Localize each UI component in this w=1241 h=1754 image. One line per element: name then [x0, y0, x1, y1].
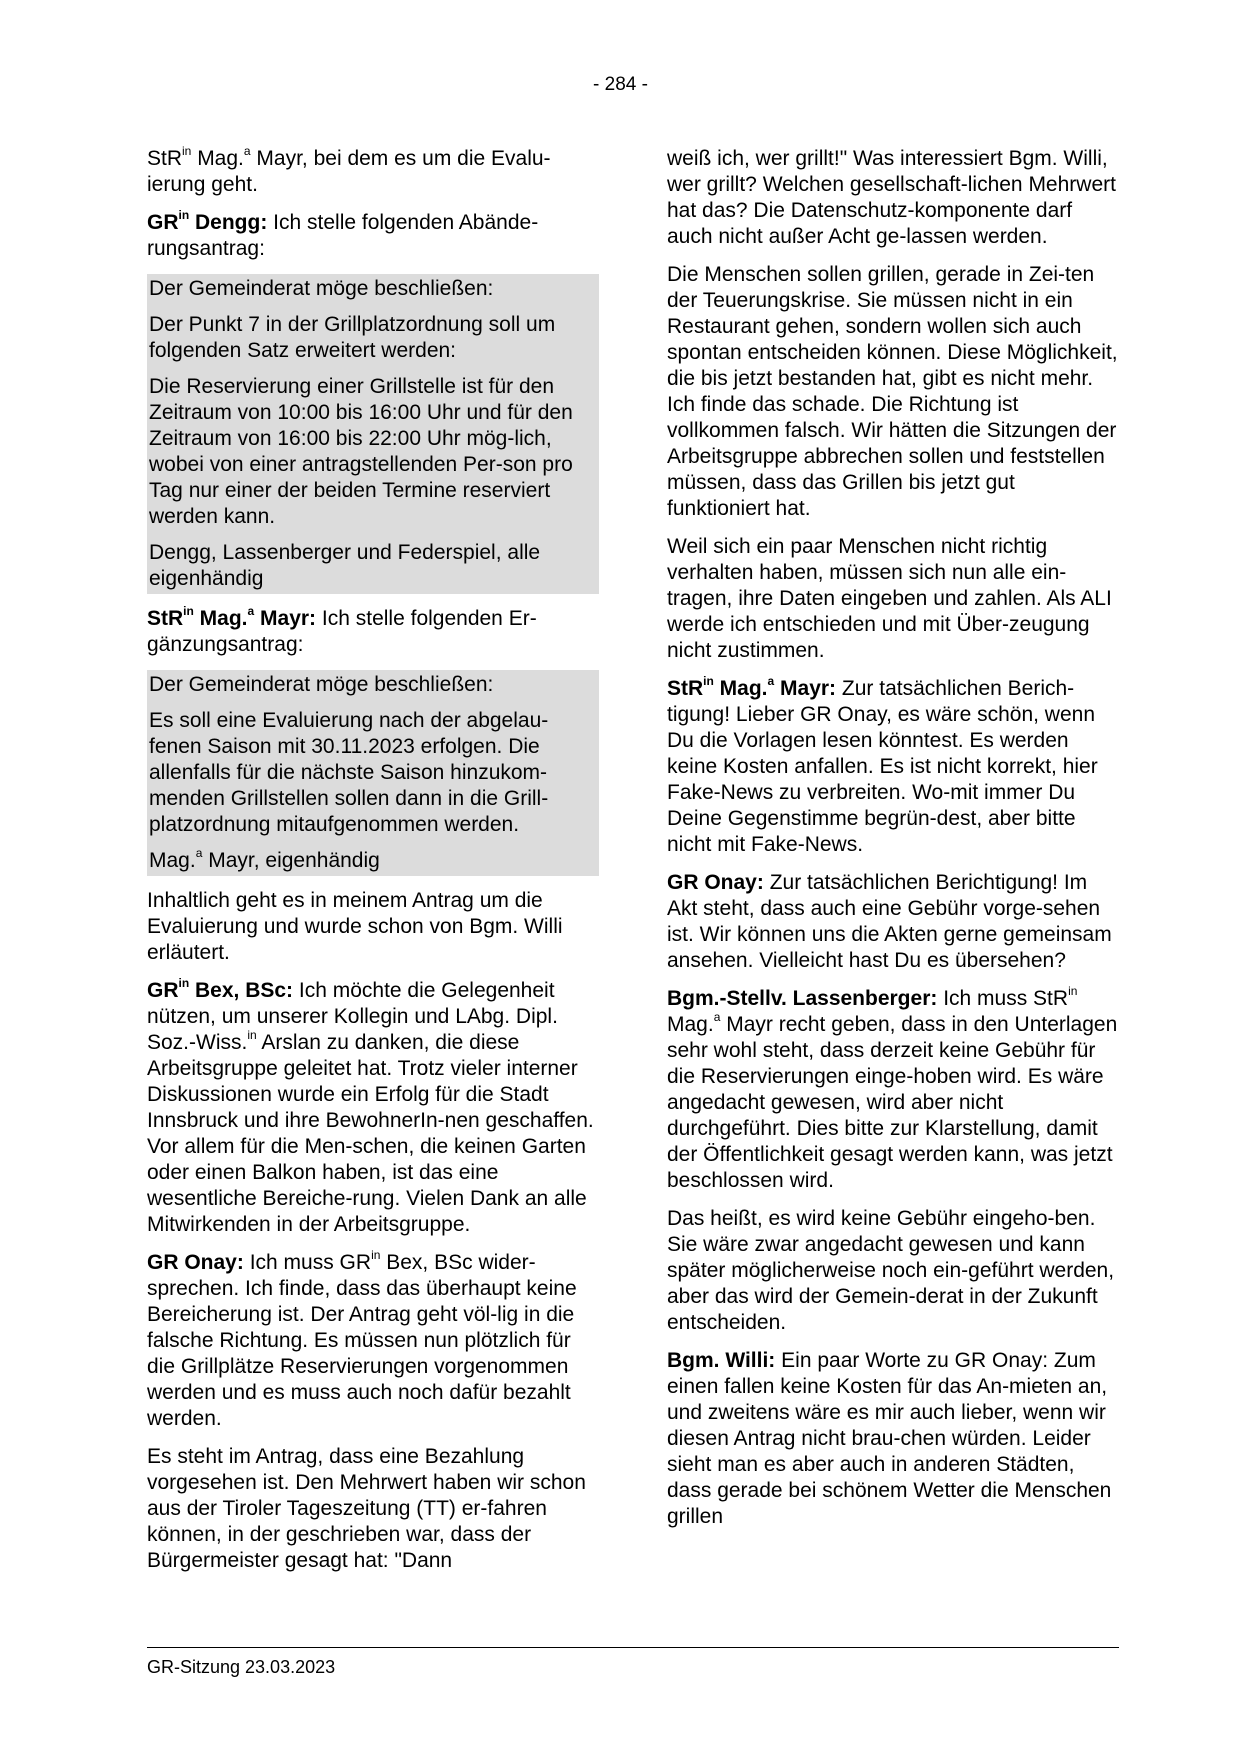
- left-column: [147, 146, 599, 1586]
- paragraph: Das heißt, es wird keine Gebühr eingeho-ben. Sie wäre zwar angedacht gewesen und kann später möglicherweise noch ein-geführt werden, aber das wird der Gemein-derat in der Zukunft entscheiden.: [667, 1207, 1115, 1334]
- motion-signature: Mag.$^a$ Mayr, eigenhändig: [149, 846, 380, 872]
- right-column: [667, 146, 1119, 1542]
- paragraph: StR$^{in}$ Mag.$^a$ Mayr: Ich stelle folgenden Er-gänzungsantrag:: [147, 604, 537, 656]
- speaker-name: Bgm.-Stellv. Lassenberger:: [667, 987, 938, 1010]
- motion-text: Es soll eine Evaluierung nach der abgelau-fenen Saison mit 30.11.2023 erfolgen. Die allenfalls für die nächste Saison hinzukom-menden Grillstellen sollen dann in die Grill-platzordnung mitaufgenommen werden.: [149, 709, 549, 836]
- speaker-name: $GR^{in}$ Bex, BSc:: [147, 976, 294, 1002]
- speaker-name: StR$^{in}$ Mag.$^a$ Mayr:: [667, 674, 837, 700]
- page-number: - 284 -: [593, 74, 648, 95]
- motion-signature: Dengg, Lassenberger und Federspiel, alle eigenhändig: [149, 541, 541, 590]
- paragraph: $GR^{in}$ Bex, BSc: Ich möchte die Gelegenheit nützen, um unserer Kollegin und LAbg. Dipl. Soz.-Wiss.$^{in}$ Arslan zu danken, die diese Arbeitsgruppe geleitet hat. Trotz vieler interner Diskussionen wurde ein Erfolg für die Stadt Innsbruck und ihre BewohnerIn-nen geschaffen. Vor allem für die Men-schen, die keinen Garten oder einen Balkon haben, ist das eine wesentliche Bereiche-rung. Vielen Dank an alle Mitwirkenden in der Arbeitsgruppe.: [147, 976, 594, 1236]
- paragraph: StR$^{in}$ Mag.$^a$ Mayr, bei dem es um die Evalu-ierung geht.: [147, 144, 551, 196]
- speaker-name: $GR^{in}$ Dengg:: [147, 208, 268, 234]
- motion-text: Die Reservierung einer Grillstelle ist für den Zeitraum von 10:00 bis 16:00 Uhr und für den Zeitraum von 16:00 bis 22:00 Uhr mög-lich, wobei von einer antragstellenden Per-son pro Tag nur einer der beiden Termine reserviert werden kann.: [149, 375, 573, 528]
- paragraph: Weil sich ein paar Menschen nicht richtig verhalten haben, müssen sich nun alle ein-tragen, ihre Daten eingeben und zahlen. Als ALI werde ich entschieden und mit Über-zeugung nicht zustimmen.: [667, 535, 1112, 662]
- motion-box: [147, 274, 599, 594]
- motion-text: Der Punkt 7 in der Grillplatzordnung soll um folgenden Satz erweitert werden:: [149, 313, 556, 362]
- paragraph: Es steht im Antrag, dass eine Bezahlung vorgesehen ist. Den Mehrwert haben wir schon aus der Tiroler Tageszeitung (TT) er-fahren können, in der geschrieben war, dass der Bürgermeister gesagt hat: "Dann: [147, 1445, 586, 1572]
- motion-text: Der Gemeinderat möge beschließen:: [149, 673, 494, 696]
- speaker-name: StR$^{in}$ Mag.$^a$ Mayr:: [147, 604, 317, 630]
- paragraph: GR Onay: Ich muss $GR^{in}$ Bex, BSc wider-sprechen. Ich finde, dass das überhaupt keine Bereicherung ist. Der Antrag geht völ-lig in die falsche Richtung. Es müssen nun plötzlich für die Grillplätze Reservierungen vorgenommen werden und es muss auch noch dafür bezahlt werden.: [147, 1248, 577, 1430]
- motion-box: [147, 670, 599, 876]
- speaker-name: Bgm. Willi:: [667, 1349, 776, 1372]
- paragraph: Die Menschen sollen grillen, gerade in Zei-ten der Teuerungskrise. Sie müssen nicht in ein Restaurant gehen, sondern wollen sich auch spontan entscheiden können. Diese Möglichkeit, die bis jetzt bestanden hat, gibt es nicht mehr. Ich finde das schade. Die Richtung ist vollkommen falsch. Wir hätten die Sitzungen der Arbeitsgruppe abbrechen sollen und feststellen müssen, dass das Grillen bis jetzt gut funktioniert hat.: [667, 263, 1118, 520]
- speaker-name: GR Onay:: [147, 1251, 244, 1274]
- paragraph: GR Onay: Zur tatsächlichen Berichtigung! Im Akt steht, dass auch eine Gebühr vorge-sehen ist. Wir können uns die Akten gerne gemeinsam ansehen. Vielleicht hast Du es übersehen?: [667, 871, 1112, 972]
- paragraph: weiß ich, wer grillt!" Was interessiert Bgm. Willi, wer grillt? Welchen gesellschaft-lichen Mehrwert hat das? Die Datenschutz-komponente darf auch nicht außer Acht ge-lassen werden.: [667, 147, 1116, 248]
- paragraph: Bgm.-Stellv. Lassenberger: Ich muss StR$^{in}$ Mag.$^a$ Mayr recht geben, dass in den Unterlagen sehr wohl steht, dass derzeit keine Gebühr für die Reservierungen einge-hoben wird. Es wäre angedacht gewesen, wird aber nicht durchgeführt. Dies bitte zur Klarstellung, damit der Öffentlichkeit gesagt werden kann, was jetzt beschlossen wird.: [667, 984, 1118, 1192]
- paragraph: Bgm. Willi: Ein paar Worte zu GR Onay: Zum einen fallen keine Kosten für das An-mieten an, und zweitens wäre es mir auch lieber, wenn wir diesen Antrag nicht brau-chen würden. Leider sieht man es aber auch in anderen Städten, dass gerade bei schönem Wetter die Menschen grillen: [667, 1349, 1112, 1528]
- speaker-name: GR Onay:: [667, 871, 764, 894]
- paragraph: $GR^{in}$ Dengg: Ich stelle folgenden Abände-rungsantrag:: [147, 208, 539, 260]
- footer-divider: [147, 1647, 1119, 1648]
- footer-session-date: GR-Sitzung 23.03.2023: [147, 1657, 336, 1677]
- motion-text: Der Gemeinderat möge beschließen:: [149, 277, 494, 300]
- paragraph: StR$^{in}$ Mag.$^a$ Mayr: Zur tatsächlichen Berich-tigung! Lieber GR Onay, es wäre schön, wenn Du die Vorlagen lesen könntest. Es werden keine Kosten anfallen. Es ist nicht korrekt, hier Fake-News zu verbreiten. Wo-mit immer Du Deine Gegenstimme begrün-dest, aber bitte nicht mit Fake-News.: [667, 674, 1098, 856]
- paragraph: Inhaltlich geht es in meinem Antrag um die Evaluierung und wurde schon von Bgm. Willi erläutert.: [147, 889, 563, 964]
